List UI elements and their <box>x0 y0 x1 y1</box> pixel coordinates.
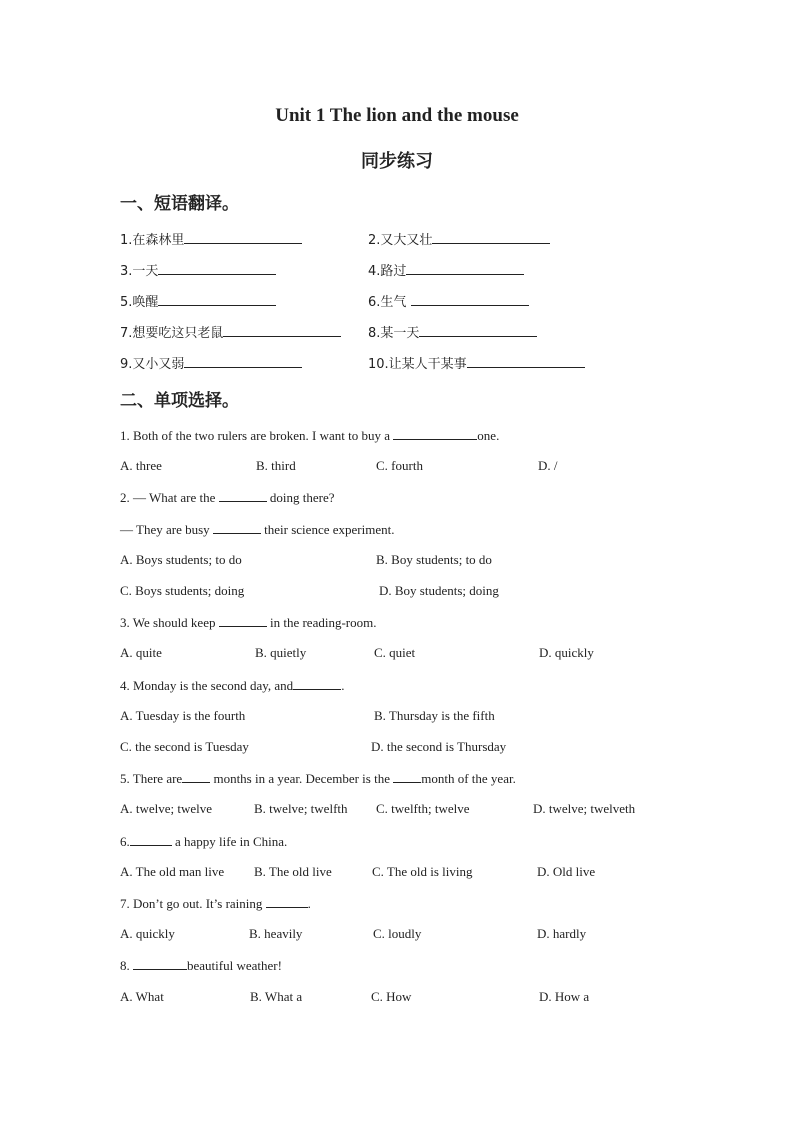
answer-blank[interactable] <box>406 262 524 275</box>
option-a[interactable]: A. quite <box>120 645 162 660</box>
option-d[interactable]: D. hardly <box>537 926 587 941</box>
option-b[interactable]: B. Thursday is the fifth <box>374 708 495 723</box>
option-c[interactable]: C. Boys students; doing <box>120 583 245 598</box>
question-stem: 7. Don’t go out. It’s raining . <box>120 896 311 911</box>
answer-blank[interactable] <box>223 324 341 337</box>
option-a[interactable]: A. The old man live <box>120 864 225 879</box>
answer-blank[interactable] <box>419 324 537 337</box>
option-d[interactable]: D. How a <box>539 989 590 1004</box>
question-stem: 1. Both of the two rulers are broken. I want to buy a one. <box>120 428 500 443</box>
phrase-item: 6.生气 <box>368 291 529 310</box>
option-b[interactable]: B. third <box>256 458 296 473</box>
option-a[interactable]: A. Tuesday is the fourth <box>120 708 246 723</box>
question-stem: 8. beautiful weather! <box>120 958 282 973</box>
answer-blank[interactable] <box>133 957 187 970</box>
phrase-item: 4.路过 <box>368 260 524 279</box>
answer-blank[interactable] <box>213 521 261 534</box>
option-b[interactable]: B. twelve; twelfth <box>254 801 348 816</box>
option-d[interactable]: D. twelve; twelveth <box>533 801 636 816</box>
question-stem: 5. There are months in a year. December is the month of the year. <box>120 771 516 786</box>
answer-blank[interactable] <box>393 770 421 783</box>
answer-blank[interactable] <box>182 770 210 783</box>
page-title: Unit 1 The lion and the mouse <box>275 105 519 126</box>
section-heading-choice: 二、单项选择。 <box>120 391 239 411</box>
phrase-item: 3.一天 <box>120 260 276 279</box>
answer-blank[interactable] <box>467 355 585 368</box>
option-a[interactable]: A. Boys students; to do <box>120 552 242 567</box>
option-d[interactable]: D. Boy students; doing <box>379 583 499 598</box>
option-b[interactable]: B. heavily <box>249 926 303 941</box>
option-a[interactable]: A. three <box>120 458 162 473</box>
question-stem-line2: — They are busy their science experiment. <box>120 522 395 537</box>
option-a[interactable]: A. twelve; twelve <box>120 801 213 816</box>
answer-blank[interactable] <box>393 427 477 440</box>
option-b[interactable]: B. What a <box>250 989 303 1004</box>
option-b[interactable]: B. The old live <box>254 864 332 879</box>
option-c[interactable]: C. quiet <box>374 645 416 660</box>
option-b[interactable]: B. Boy students; to do <box>376 552 492 567</box>
question-stem: 4. Monday is the second day, and . <box>120 678 345 693</box>
option-c[interactable]: C. fourth <box>376 458 423 473</box>
option-c[interactable]: C. twelfth; twelve <box>376 801 470 816</box>
option-a[interactable]: A. quickly <box>120 926 175 941</box>
option-d[interactable]: D. the second is Thursday <box>371 739 507 754</box>
phrase-item: 7.想要吃这只老鼠 <box>120 322 341 341</box>
option-c[interactable]: C. How <box>371 989 412 1004</box>
question-stem: 3. We should keep in the reading-room. <box>120 615 377 630</box>
answer-blank[interactable] <box>293 677 341 690</box>
answer-blank[interactable] <box>411 293 529 306</box>
option-c[interactable]: C. the second is Tuesday <box>120 739 249 754</box>
option-d[interactable]: D. Old live <box>537 864 596 879</box>
answer-blank[interactable] <box>130 833 172 846</box>
option-b[interactable]: B. quietly <box>255 645 307 660</box>
answer-blank[interactable] <box>219 614 267 627</box>
phrase-item: 1.在森林里 <box>120 229 302 248</box>
phrase-item: 5.唤醒 <box>120 291 276 310</box>
answer-blank[interactable] <box>158 262 276 275</box>
option-d[interactable]: D. / <box>538 458 558 473</box>
phrase-item: 9.又小又弱 <box>120 353 302 372</box>
answer-blank[interactable] <box>432 231 550 244</box>
option-d[interactable]: D. quickly <box>539 645 594 660</box>
answer-blank[interactable] <box>184 355 302 368</box>
phrase-item: 10.让某人干某事 <box>368 353 585 372</box>
phrase-item: 8.某一天 <box>368 322 537 341</box>
option-c[interactable]: C. loudly <box>373 926 422 941</box>
option-c[interactable]: C. The old is living <box>372 864 473 879</box>
answer-blank[interactable] <box>219 489 267 502</box>
answer-blank[interactable] <box>184 231 302 244</box>
answer-blank[interactable] <box>158 293 276 306</box>
answer-blank[interactable] <box>266 895 308 908</box>
page-subtitle: 同步练习 <box>361 151 433 172</box>
option-a[interactable]: A. What <box>120 989 164 1004</box>
question-stem: 6. a happy life in China. <box>120 834 288 849</box>
phrase-item: 2.又大又壮 <box>368 229 550 248</box>
question-stem: 2. — What are the doing there? <box>120 490 335 505</box>
section-heading-translation: 一、短语翻译。 <box>120 194 239 214</box>
